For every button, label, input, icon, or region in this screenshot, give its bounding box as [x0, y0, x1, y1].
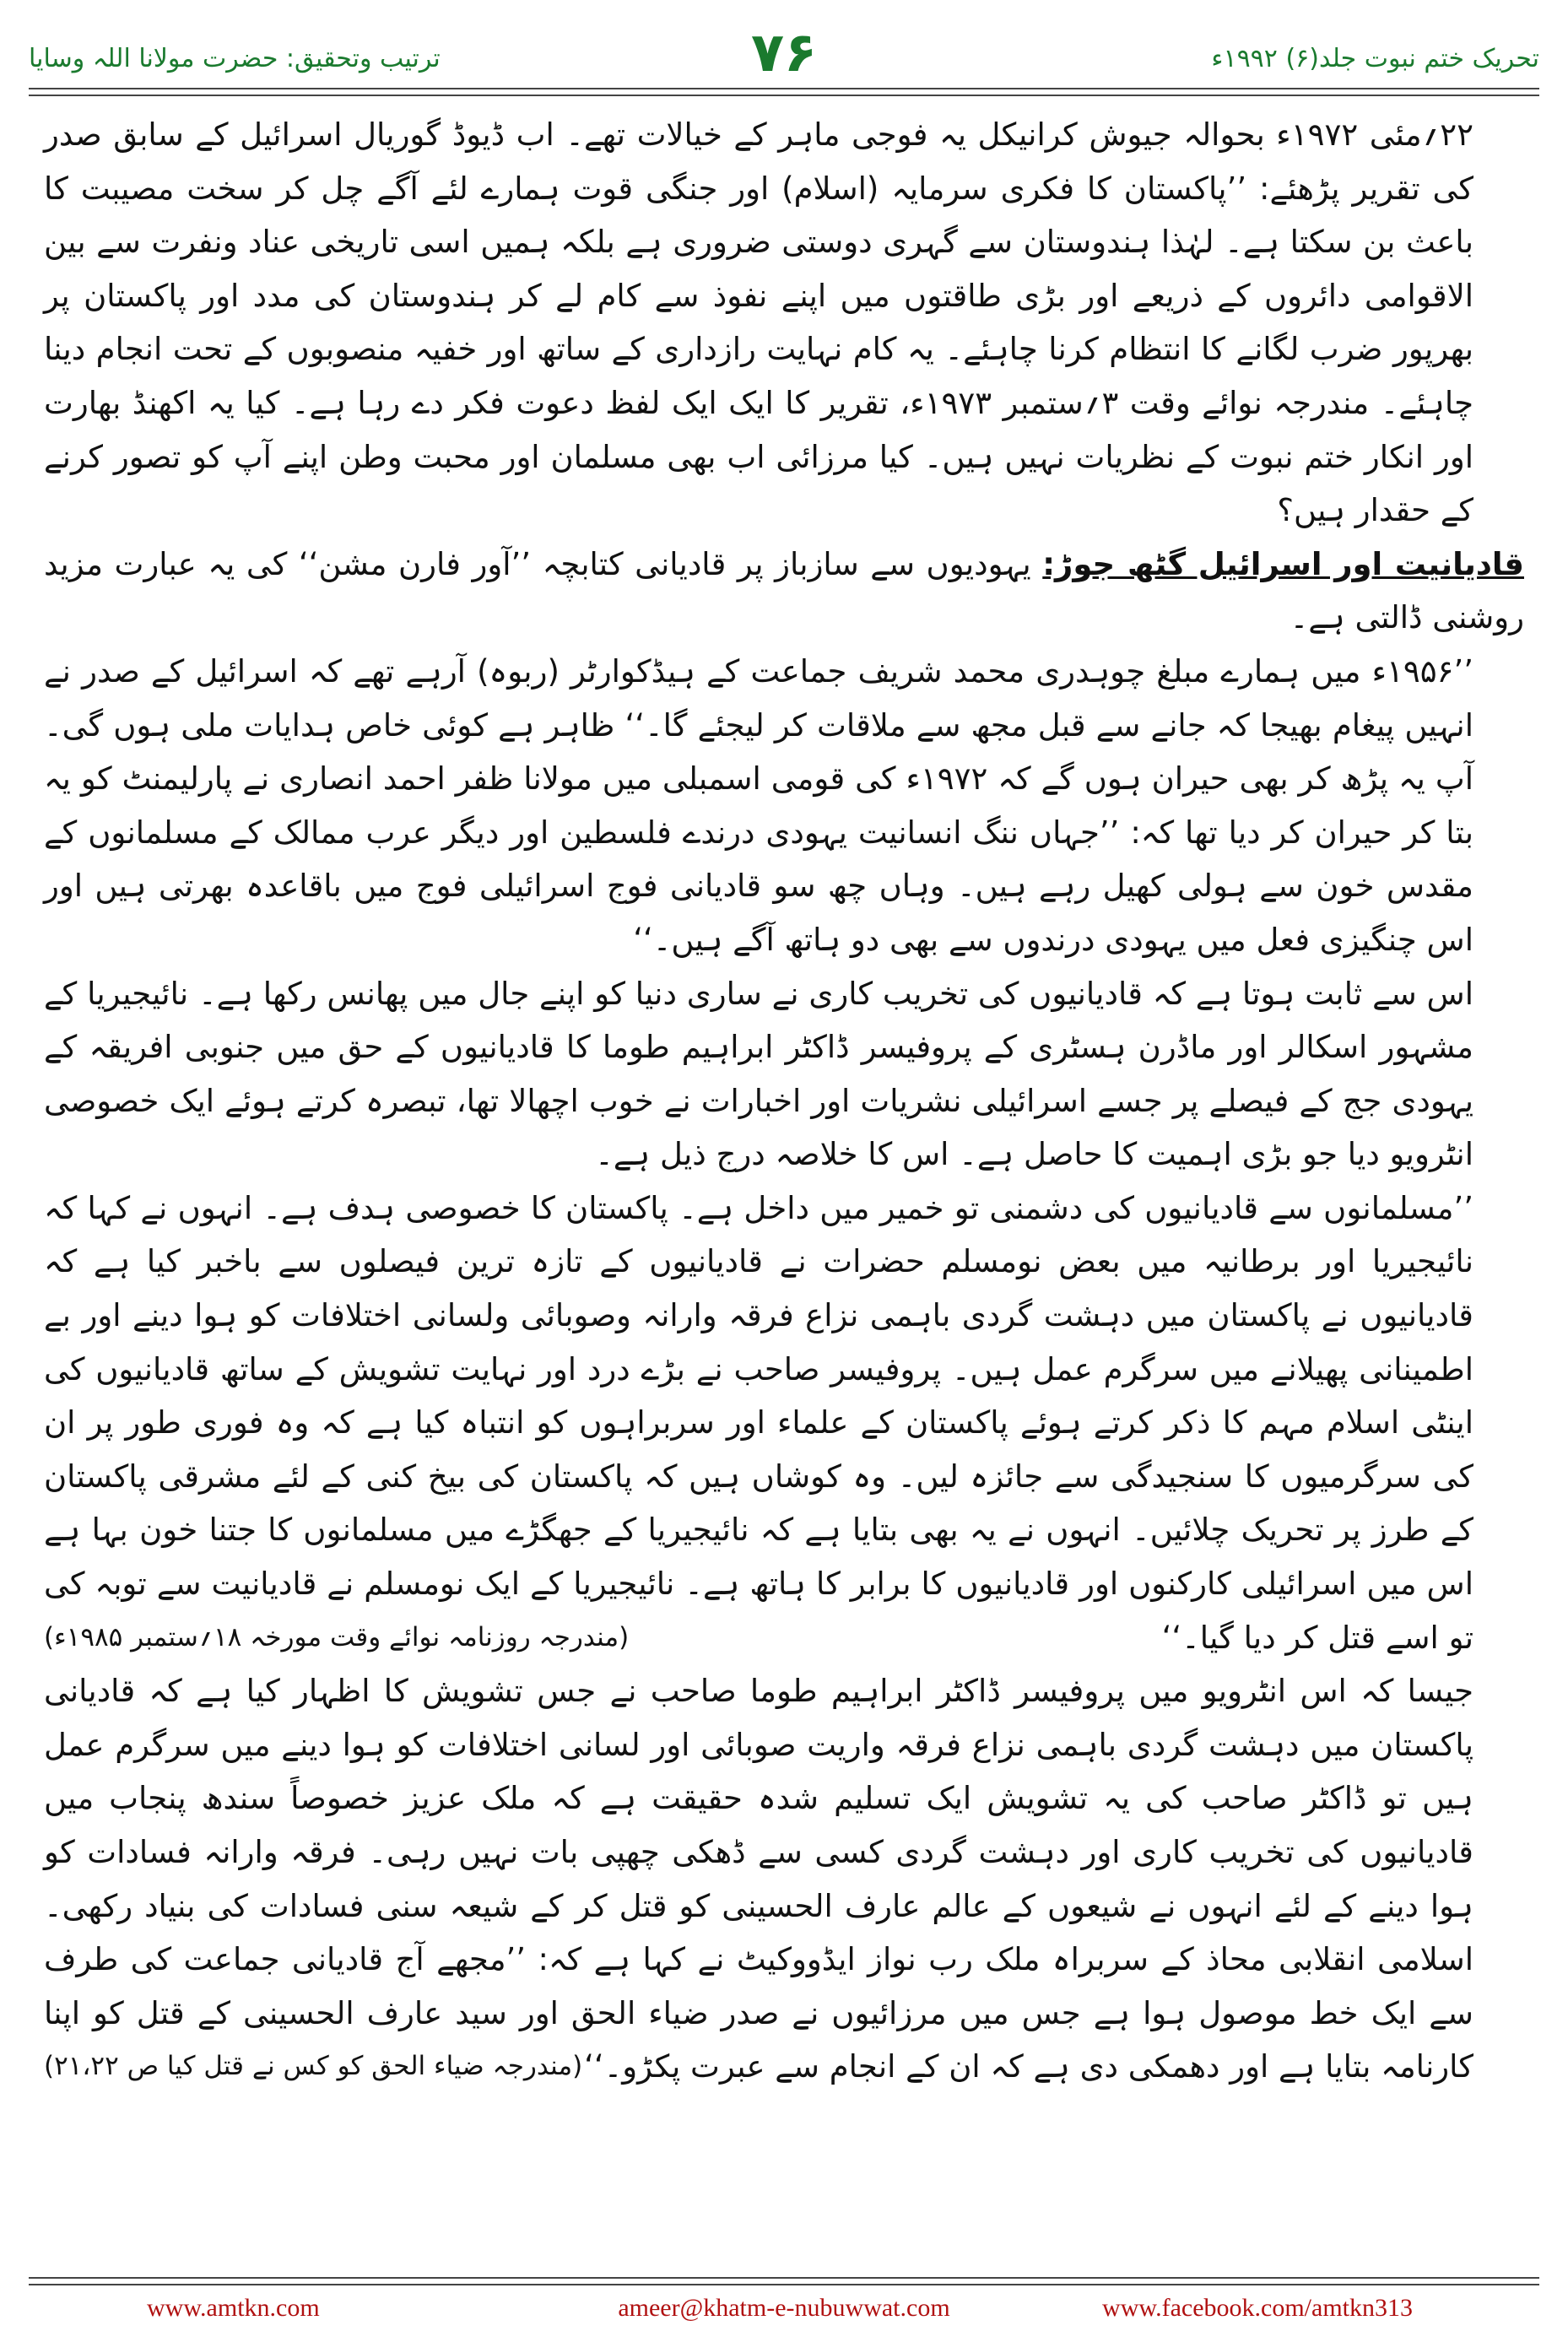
- page-body: [44, 108, 1524, 2235]
- section-paragraph: [44, 538, 1524, 645]
- quote-2-text: ’’مسلمانوں سے قادیانیوں کی دشمنی تو خمیر میں داخل ہے۔ پاکستان کا خصوصی ہدف ہے۔ انہوں نے کہا کہ نائیجیریا اور برطانیہ میں بعض نومسلم حضرات نے قادیانیوں کے تازہ ترین فیصلوں سے باخبر کیا ہے کہ قادیانیوں نے پاکستان میں دہشت گردی باہمی نزاع فرقہ وارانہ وصوبائی ولسانی اختلافات کو ہوا دینے اور بے اطمینانی پھیلانے میں سرگرم عمل ہیں۔ پروفیسر صاحب نے بڑے درد اور نہایت تشویش کے ساتھ قادیانیوں کی اینٹی اسلام مہم کا ذکر کرتے ہوئے پاکستان کے علماء اور سربراہوں کو انتباہ کیا ہے کہ وہ فوری طور پر ان کی سرگرمیوں کا سنجیدگی سے جائزہ لیں۔ وہ کوشاں ہیں کہ پاکستان کی بیخ کنی کے لئے مشرقی پاکستان کے طرز پر تحریک چلائیں۔ انہوں نے یہ بھی بتایا ہے کہ نائیجیریا کے جھگڑے میں مسلمانوں کا جتنا خون بہا ہے اس میں اسرائیلی کارکنوں اور قادیانیوں کا برابر کا ہاتھ ہے۔ نائیجیریا کے ایک نومسلم نے قادیانیت سے توبہ کی تو اسے قتل کر دیا گیا۔‘‘: [44, 1189, 1473, 1656]
- quote-2: [44, 1182, 1524, 1664]
- website-link[interactable]: www.amtkn.com: [147, 2294, 320, 2322]
- page-footer: [29, 2289, 1539, 2329]
- email-link[interactable]: ameer@khatm-e-nubuwwat.com: [618, 2294, 950, 2322]
- section-intro: یہودیوں سے سازباز پر قادیانی کتابچہ ’’آور فارن مشن‘‘ کی یہ عبارت مزید روشنی ڈالتی ہے۔: [44, 545, 1524, 636]
- facebook-link[interactable]: www.facebook.com/amtkn313: [1102, 2294, 1413, 2322]
- quote-1: ’’۱۹۵۶ء میں ہمارے مبلغ چوہدری محمد شریف جماعت کے ہیڈکوارٹر (ربوہ) آرہے تھے کہ اسرائیل کے صدر نے انہیں پیغام بھیجا کہ جانے سے قبل مجھ سے ملاقات کر لیجئے گا۔‘‘ ظاہر ہے کوئی خاص ہدایات ملی ہوں گی۔ آپ یہ پڑھ کر بھی حیران ہوں گے کہ ۱۹۷۲ء کی قومی اسمبلی میں مولانا ظفر احمد انصاری نے پارلیمنٹ کو یہ بتا کر حیران کر دیا تھا کہ: ’’جہاں ننگ انسانیت یہودی درندے فلسطین اور دیگر عرب ممالک کے مسلمانوں کے مقدس خون سے ہولی کھیل رہے ہیں۔ وہاں چھ سو قادیانی فوج اسرائیلی فوج میں باقاعدہ بھرتی ہیں اور اس چنگیزی فعل میں یہودی درندوں سے بھی دو ہاتھ آگے ہیں۔‘‘: [44, 652, 1474, 958]
- paragraph-2: اس سے ثابت ہوتا ہے کہ قادیانیوں کی تخریب کاری نے ساری دنیا کو اپنے جال میں پھانس رکھا ہے۔ نائیجیریا کے مشہور اسکالر اور ماڈرن ہسٹری کے پروفیسر ڈاکٹر ابراہیم طوما کا قادیانیوں کے حق میں جنوبی افریقہ کے یہودی جج کے فیصلے پر جسے اسرائیلی نشریات اور اخبارات نے خوب اچھالا تھا، تبصرہ کرتے ہوئے ایک خصوصی انٹرویو دیا جو بڑی اہمیت کا حاصل ہے۔ اس کا خلاصہ درج ذیل ہے۔: [44, 975, 1473, 1173]
- paragraph-1: ۲۲؍مئی ۱۹۷۲ء بحوالہ جیوش کرانیکل یہ فوجی ماہر کے خیالات تھے۔ اب ڈیوڈ گوریال اسرائیل کے سابق صدر کی تقریر پڑھئے: ’’پاکستان کا فکری سرمایہ (اسلام) اور جنگی قوت ہمارے لئے آگے چل کر سخت مصیبت کا باعث بن سکتا ہے۔ لہٰذا ہندوستان سے گہری دوستی ضروری ہے بلکہ ہمیں اسی تاریخی عناد ونفرت سے بین الاقوامی دائروں کے ذریعے اور بڑی طاقتوں میں اپنے نفوذ سے کام لے کر ہندوستان کی مدد اور پاکستان پر بھرپور ضرب لگانے کا انتظام کرنا چاہئے۔ یہ کام نہایت رازداری کے ساتھ اور خفیہ منصوبوں کے تحت انجام دینا چاہئے۔ مندرجہ نوائے وقت ۳؍ستمبر ۱۹۷۳ء، تقریر کا ایک ایک لفظ دعوت فکر دے رہا ہے۔ کیا یہ اکھنڈ بھارت اور انکار ختم نبوت کے نظریات نہیں ہیں۔ کیا مرزائی اب بھی مسلمان اور محبت وطن اپنے آپ کو تصور کرنے کے حقدار ہیں؟: [44, 116, 1474, 529]
- compiler-credit: ترتیب وتحقیق: حضرت مولانا اللہ وسایا: [29, 44, 441, 73]
- paragraph-3-text: جیسا کہ اس انٹرویو میں پروفیسر ڈاکٹر ابراہیم طوما صاحب نے جس تشویش کا اظہار کیا ہے کہ قادیانی پاکستان میں دہشت گردی باہمی نزاع فرقہ واریت صوبائی اور لسانی اختلافات کو ہوا دینے میں سرگرم عمل ہیں تو ڈاکٹر صاحب کی یہ تشویش ایک تسلیم شدہ حقیقت ہے کہ ملک عزیز خصوصاً سندھ پنجاب میں قادیانیوں کی تخریب کاری اور دہشت گردی کسی سے ڈھکی چھپی بات نہیں رہی۔ فرقہ وارانہ فسادات کو ہوا دینے کے لئے انہوں نے شیعوں کے عالم عارف الحسینی کو قتل کر کے شیعہ سنی فسادات کی بنیاد رکھی۔ اسلامی انقلابی محاذ کے سربراہ ملک رب نواز ایڈووکیٹ نے کہا ہے کہ: ’’مجھے آج قادیانی جماعت کی طرف سے ایک خط موصول ہوا ہے جس میں مرزائیوں نے صدر ضیاء الحق اور سید عارف الحسینی کے قتل کو اپنا کارنامہ بتایا ہے اور دھمکی دی ہے کہ ان کے انجام سے عبرت پکڑو۔‘‘: [44, 1673, 1473, 2085]
- header-rule: [29, 88, 1539, 96]
- page-header: [29, 15, 1539, 83]
- section-heading: قادیانیت اور اسرائیل گٹھ جوڑ:: [1042, 545, 1524, 582]
- citation-3: (مندرجہ ضیاء الحق کو کس نے قتل کیا ص ۲۱،۲۲): [44, 2051, 583, 2082]
- book-title: تحریک ختم نبوت جلد(۶) ۱۹۹۲ء: [1211, 44, 1539, 73]
- citation-2: (مندرجہ روزنامہ نوائے وقت مورخہ ۱۸؍ستمبر ۱۹۸۵ء): [44, 1621, 630, 1652]
- paragraph-3: [44, 1664, 1524, 2094]
- page-number: ۷۶: [750, 22, 818, 84]
- footer-rule: [29, 2277, 1539, 2285]
